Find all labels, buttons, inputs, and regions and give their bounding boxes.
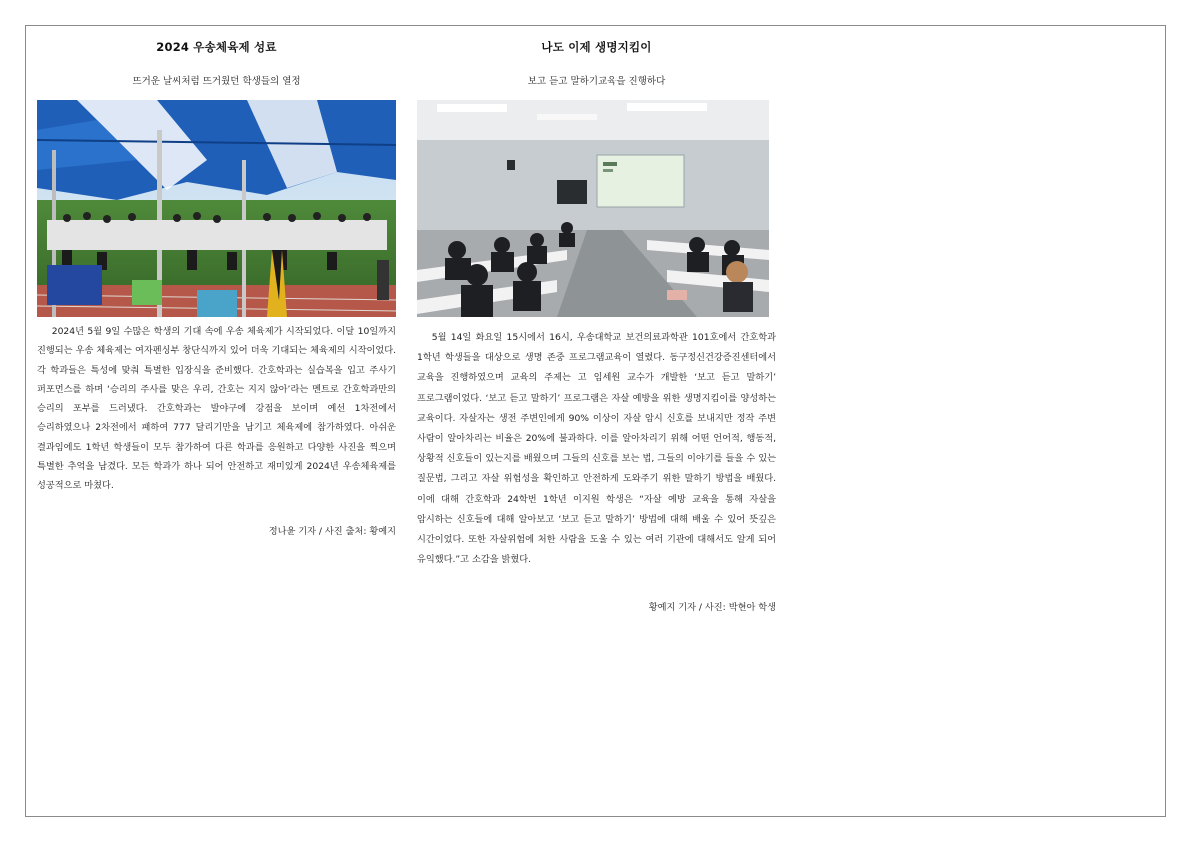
article-body: 5월 14일 화요일 15시에서 16시, 우송대학교 보건의료과학관 101호에서 간호학과 1학년 학생들을 대상으로 생명 존중 프로그램교육이 열렸다. 동구정신건강증진센터에서 교육을 진행하였으며 교육의 주제는 고 임세원 교수가 개발한 ‘보고 듣고 말하기’ 프로그램이었다. ‘보고 듣고 말하기’ 프로그램은 자살 예방을 위한 생명지킴이를 양성하는 교육이다. 자살자는 생전 주변인에게 90% 이상이 자살 암시 신호를 보내지만 정작 주변 사람이 알아차리는 비율은 20%에 불과하다. 이를 알아차리기 위해 어떤 언어적, 행동적, 상황적 신호들이 있는지를 배웠으며 그들의 신호를 보는 법, 그들의 이야기를 들을 수 있는 질문법, 그리고 자살 위험성을 확인하고 안전하게 도와주기 위한 말하기 방법을 배웠다. 이에 대해 간호학과 24학번 1학년 이지원 학생은 “자살 예방 교육을 통해 자살을 암시하는 신호들에 대해 알아보고 ‘보고 듣고 말하기’ 방법에 대해 배울 수 있어 뜻깊은 시간이었다. 또한 자살위험에 처한 사람을 도울 수 있는 여러 기관에 대해서도 알게 되어 유익했다.”고 소감을 밝혔다.: [417, 332, 776, 566]
article-byline: 정나윤 기자 / 사진 출처: 황예지: [268, 526, 396, 537]
article-title: 2024 우송체육제 성료: [156, 40, 277, 54]
article-body: 2024년 5월 9일 수많은 학생의 기대 속에 우송 체육제가 시작되었다. 이달 10일까지 진행되는 우송 체육제는 여자펜싱부 창단식까지 있어 더욱 기대되는 체육제의 시작이었다. 각 학과들은 특성에 맞춰 특별한 입장식을 준비했다. 간호학과는 실습복을 입고 주사기 퍼포먼스를 하며 ‘승리의 주사를 맞은 우리, 간호는 지지 않아’라는 멘트로 간호학과만의 승리의 포부를 드러냈다. 간호학과는 발야구에 강점을 보이며 예선 1차전에서 승리하였으나 2차전에서 패하여 777 달리기만을 남기고 체육제에 참가하였다. 아쉬운 결과임에도 1학년 학생들이 모두 참가하여 다른 학과를 응원하고 다양한 사진을 찍으며 특별한 추억을 남겼다. 모든 학과가 하나 되어 안전하고 재미있게 2024년 우송체육제를 성공적으로 마쳤다.: [37, 326, 396, 492]
article-byline: 황예지 기자 / 사진: 박현아 학생: [648, 602, 776, 613]
article-title: 나도 이제 생명지킴이: [541, 40, 652, 54]
sports-field-photo: [37, 100, 396, 317]
article-subtitle: 보고 듣고 말하기교육을 진행하다: [527, 76, 666, 87]
lecture-hall-photo: [417, 100, 769, 317]
article-subtitle: 뜨거운 날씨처럼 뜨거웠던 학생들의 열정: [132, 76, 301, 87]
newsletter-page: [25, 25, 1166, 817]
